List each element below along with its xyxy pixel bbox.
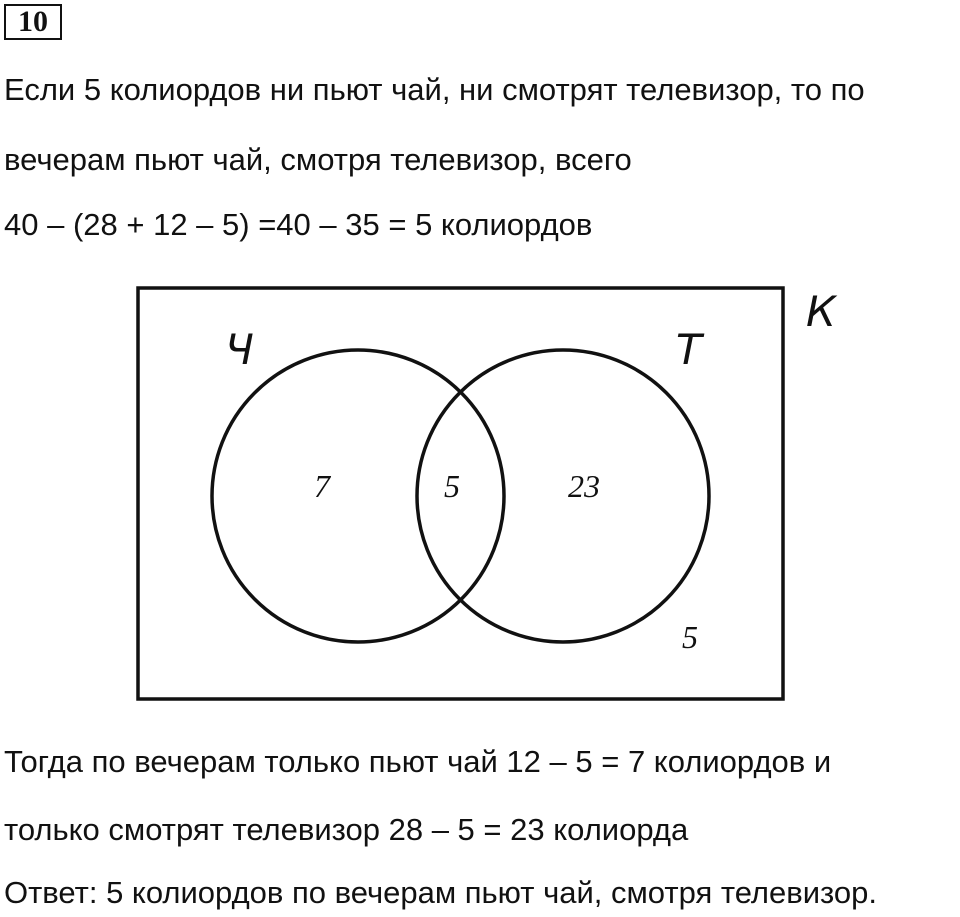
universe-label: К <box>806 287 836 336</box>
text-line-4: Тогда по вечерам только пьют чай 12 – 5 = 7 колиордов и <box>4 744 832 779</box>
set-a-label: Ч <box>225 325 254 374</box>
region-both: 5 <box>444 468 460 504</box>
problem-number: 10 <box>4 4 62 40</box>
text-line-1: Если 5 колиордов ни пьют чай, ни смотрят телевизор, то по <box>4 72 865 107</box>
answer-line: Ответ: 5 колиордов по вечерам пьют чай, смотря телевизор. <box>4 875 877 910</box>
set-b-circle <box>417 350 709 642</box>
text-line-5: только смотрят телевизор 28 – 5 = 23 колиорда <box>4 812 689 847</box>
set-b-label: Т <box>676 325 702 374</box>
text-line-3: 40 – (28 + 12 – 5) =40 – 35 = 5 колиордов <box>4 207 593 242</box>
region-neither: 5 <box>682 619 698 655</box>
region-only-a: 7 <box>314 468 330 504</box>
text-line-2: вечерам пьют чай, смотря телевизор, всего <box>4 142 632 177</box>
region-only-b: 23 <box>568 468 600 504</box>
